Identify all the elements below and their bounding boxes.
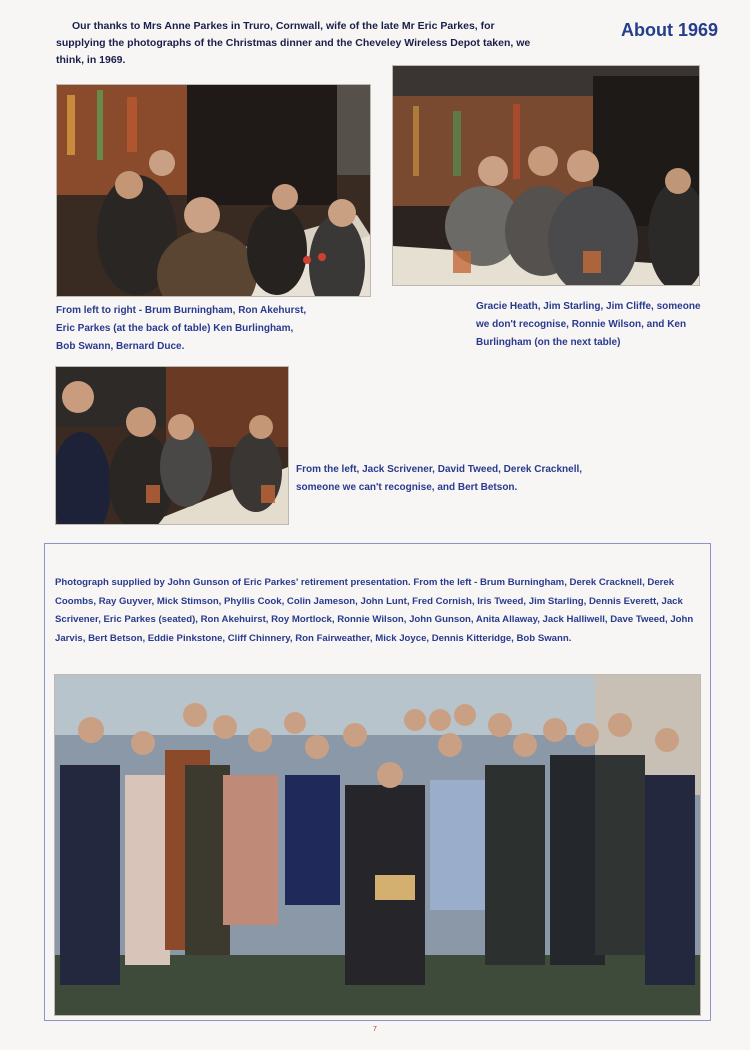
intro-paragraph: Our thanks to Mrs Anne Parkes in Truro, Cornwall, wife of the late Mr Eric Parkes, for supplying the photographs of the Christmas dinner and the Cheveley Wireless Depot taken, we think, in 1969.	[56, 20, 531, 66]
dinner-photo-middle	[55, 366, 289, 525]
page-number: 7	[373, 1026, 377, 1033]
group-photo-caption: Photograph supplied by John Gunson of Eric Parkes' retirement presentation. From the left - Brum Burningham, Derek Cracknell, Derek Coombs, Ray Guyver, Mick Stimson, Phyllis Cook, Colin Jameson, John Lunt, Fred Cornish, Iris Tweed, Jim Starling, Dennis Everett, Jack Scrivener, Eric Parkes (seated), Ron Akehuirst, Roy Mortlock, Ronnie Wilson, John Gunson, Anita Allaway, Jack Halliwell, Dave Tweed, John Jarvis, Bert Betson, Eddie Pinkstone, Cliff Chinnery, Ron Fairweather, Mick Joyce, Dennis Kitteridge, Bob Swann.	[55, 577, 694, 644]
dinner-photo-right-caption: Gracie Heath, Jim Starling, Jim Cliffe, someone we don't recognise, Ronnie Wilson, and Ken Burlingham (on the next table)	[476, 301, 701, 348]
dinner-photo-left-caption: From left to right - Brum Burningham, Ron Akehurst, Eric Parkes (at the back of table) Ken Burlingham, Bob Swann, Bernard Duce.	[56, 305, 307, 352]
retirement-group-photo	[54, 674, 701, 1016]
retirement-section	[44, 543, 711, 1021]
dinner-photo-left	[56, 84, 371, 297]
dinner-photo-right	[392, 65, 700, 286]
page-heading: About 1969	[620, 20, 718, 40]
dinner-photo-middle-caption: From the left, Jack Scrivener, David Tweed, Derek Cracknell, someone we can't recognise, and Bert Betson.	[296, 464, 583, 493]
